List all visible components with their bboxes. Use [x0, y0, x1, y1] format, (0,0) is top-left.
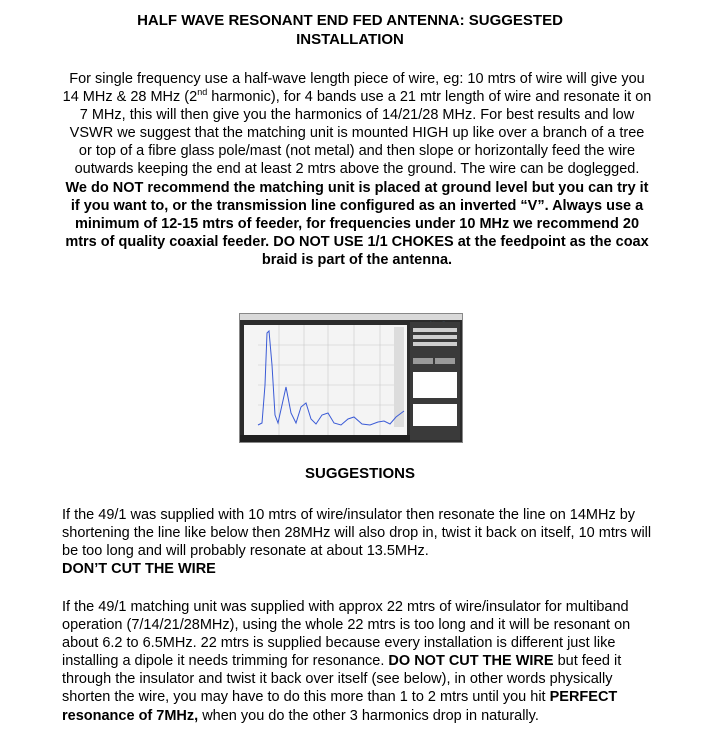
para2-bold-1: DO NOT CUT THE WIRE — [388, 653, 554, 670]
screenshot-side-panel — [410, 322, 460, 440]
para2-text-2: but feed it through the insulator and twist it back over itself (see below), in other words physically shorten the wire, you may have to do this more than 1 to 2 mtrs until you hit — [62, 653, 622, 706]
para2-bold-2: PERFECT resonance of 7MHz, — [62, 689, 618, 724]
intro-superscript: nd — [197, 87, 208, 98]
intro-text-2: harmonic), for 4 bands use a 21 mtr length of wire and resonate it on 7 MHz, this will then give you the harmonics of 14/21/28 MHz. For best results and low VSWR we suggest that the matching unit is mounted HIGH up like over a branch of a tree or top of a fibre glass pole/mast (not metal) and then slope or horizontally feed the wire outwards keeping the end at least 2 mtrs above the ground. The wire can be doglegged. — [69, 89, 652, 178]
para2-text-3: when you do the other 3 harmonics drop in naturally. — [198, 707, 539, 724]
screenshot-toolbar — [240, 435, 410, 442]
document-title: HALF WAVE RESONANT END FED ANTENNA: SUGGESTED INSTALLATION — [137, 12, 563, 48]
suggestions-heading: SUGGESTIONS — [304, 465, 416, 482]
para2-text-1: If the 49/1 matching unit was supplied with approx 22 mtrs of wire/insulator for multiband operation (7/14/21/28MHz), using the whole 22 mtrs is too long and it will be resonant on about 6.2 to 6.5MHz. 22 mtrs is supplied because every installation is different just like installing a dipole it needs trimming for resonance. — [62, 599, 631, 670]
suggestion-paragraph-1 — [62, 506, 652, 578]
suggestion-paragraph-2 — [62, 598, 652, 725]
swr-trace-graphic — [244, 325, 407, 435]
intro-bold-text: We do NOT recommend the matching unit is placed at ground level but you can try it if you want to, or the transmission line configured as an inverted “V”. Always use a minimum of 12-15 mtrs of feeder, for frequencies under 10 MHz we recommend 20 mtrs of quality coaxial feeder. DO NOT USE 1/1 CHOKES at the feedpoint as the coax braid is part of the antenna. — [65, 179, 649, 268]
intro-paragraph — [62, 70, 652, 269]
para1-text: If the 49/1 was supplied with 10 mtrs of wire/insulator then resonate the line on 14MHz by shortening the line like below then 28MHz will also drop in, twist it back on itself, 10 mtrs will be too long and will probably resonate at about 13.5MHz. — [62, 507, 652, 560]
screenshot-plot-area — [244, 325, 407, 435]
analyzer-screenshot — [239, 313, 463, 443]
para1-bold: DON’T CUT THE WIRE — [62, 561, 216, 578]
screenshot-titlebar — [240, 314, 462, 320]
intro-text-1: For single frequency use a half-wave length piece of wire, eg: 10 mtrs of wire will give you 14 MHz & 28 MHz (2 — [62, 71, 645, 106]
